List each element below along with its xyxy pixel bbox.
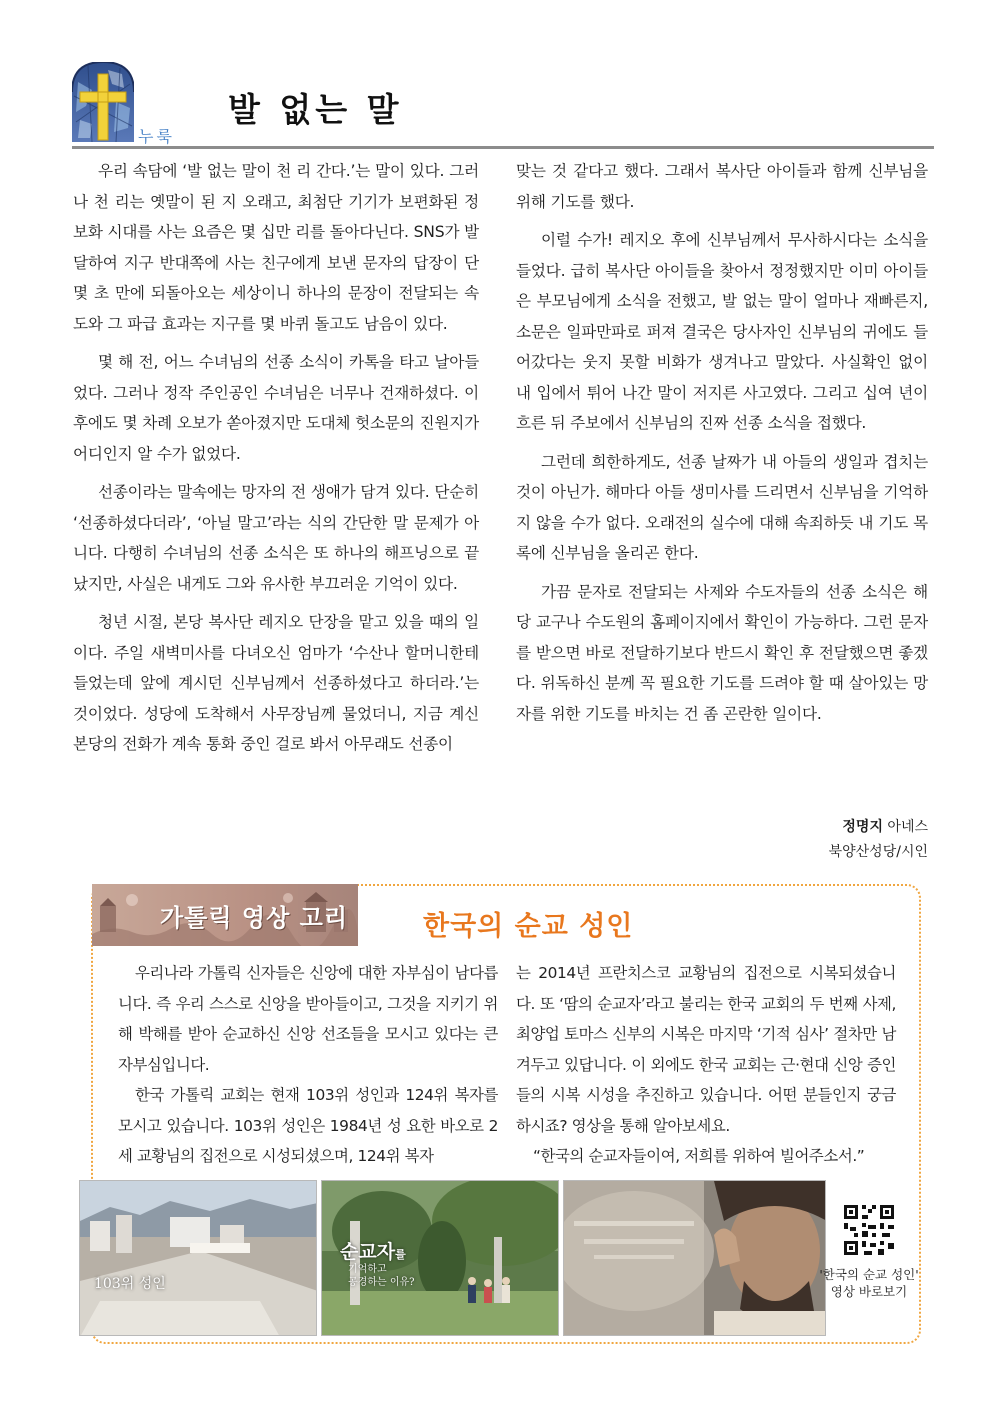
qr-code-icon[interactable] <box>842 1203 896 1257</box>
feature-title: 한국의 순교 성인 <box>423 911 634 942</box>
banner-text: 가톨릭 영상 고리 <box>160 904 348 932</box>
header-divider <box>72 146 934 149</box>
video-series-banner <box>92 884 358 946</box>
article-paragraph: 그런데 희한하게도, 선종 날짜가 내 아들의 생일과 겹치는 것이 아닌가. 해마다 아들 생미사를 드리면서 신부님을 기억하지 않을 수가 없다. 오래전의 실수에 대해 속죄하듯 내 기도 목록에 신부님을 올리곤 한다. <box>516 452 928 562</box>
feature-paragraph-continued: 는 2014년 프란치스코 교황님의 집전으로 시복되셨습니다. 또 ‘땀의 순교자’라고 불리는 한국 교회의 두 번째 사제, 최양업 토마스 신부의 시복은 마지막 ‘기적 심사’ 절차만 남겨두고 있답니다. 이 외에도 한국 교회는 근·현대 신앙 증인들의 시복 시성을 추진하고 있습니다. 어떤 분들인지 궁금하시죠? 영상을 통해 알아보세요. <box>516 964 896 1135</box>
article-paragraph: 청년 시절, 본당 복사단 레지오 단장을 맡고 있을 때의 일이다. 주일 새벽미사를 다녀오신 엄마가 ‘수산나 할머니한테 들었는데 앞에 계시던 신부님께서 선종하셨다고 하더라.’는 것이었다. 성당에 도착해서 사무장님께 물었더니, 지금 계신 본당의 전화가 계속 통화 중인 걸로 봐서 아무래도 선종이 <box>73 613 479 753</box>
article-paragraph: 이럴 수가! 레지오 후에 신부님께서 무사하시다는 소식을 들었다. 급히 복사단 아이들을 찾아서 정정했지만 이미 아이들은 부모님에게 소식을 전했고, 발 없는 말이 얼마나 재빠른지, 소문은 일파만파로 퍼져 결국은 당사자인 신부님의 귀에도 들어갔다는 웃지 못할 비화가 생겨나고 말았다. 사실확인 없이 내 입에서 튀어 나간 말이 저지른 사고였다. 그리고 십여 년이 흐른 뒤 주보에서 신부님의 진짜 선종 소식을 접했다. <box>516 231 928 432</box>
thumb1-caption: 103위 성인 <box>94 1276 166 1292</box>
thumb2-caption-suffix: 를 <box>395 1248 406 1261</box>
article-paragraph: 가끔 문자로 전달되는 사제와 수도자들의 선종 소식은 해당 교구나 수도원의 홈페이지에서 확인이 가능하다. 그런 문자를 받으면 바로 전달하기보다 반드시 확인 후 전달했으면 좋겠다. 위독하신 분께 꼭 필요한 기도를 드려야 할 때 살아있는 망자를 위한 기도를 바치는 건 좀 곤란한 일이다. <box>516 582 928 723</box>
article-paragraph: 몇 해 전, 어느 수녀님의 선종 소식이 카톡을 타고 날아들었다. 그러나 정작 주인공인 수녀님은 너무나 건재하셨다. 이후에도 몇 차례 오보가 쏟아졌지만 도대체 헛소문의 진원지가 어디인지 알 수가 없었다. <box>73 353 479 463</box>
feature-right-column <box>516 958 896 1172</box>
article-left-column <box>73 156 479 768</box>
article-right-column <box>516 156 928 737</box>
page-header <box>72 62 934 152</box>
author-affiliation: 북양산성당/시인 <box>828 844 928 860</box>
article-paragraph: 선종이라는 말속에는 망자의 전 생애가 담겨 있다. 단순히 ‘선종하셨다더라’, ‘아닐 말고’라는 식의 간단한 말 문제가 아니다. 다행히 수녀님의 선종 소식은 또 하나의 해프닝으로 끝났지만, 사실은 내게도 그와 유사한 부끄러운 기억이 있다. <box>73 483 479 593</box>
martyrs-shrine-photo[interactable] <box>321 1180 559 1336</box>
article-paragraph: 우리 속담에 ‘발 없는 말이 천 리 간다.’는 말이 있다. 그러나 천 리는 옛말이 된 지 오래고, 최첨단 기기가 보편화된 정보화 시대를 사는 요즘은 몇 십만 리를 돌아다닌다. SNS가 발달하여 지구 반대쪽에 사는 친구에게 보낸 문자의 답장이 단 몇 초 만에 되돌아오는 세상이니 하나의 문장이 전달되는 속도와 그 파급 효과는 지구를 몇 바퀴 돌고도 남음이 있다. <box>73 162 479 333</box>
thumb2-caption-big: 순교자 <box>340 1241 396 1263</box>
series-label: 누룩 <box>138 127 175 146</box>
article-paragraph-continued: 맞는 것 같다고 했다. 그래서 복사단 아이들과 함께 신부님을 위해 기도를 했다. <box>516 162 928 211</box>
author-byline <box>829 815 928 865</box>
martyr-drama-still[interactable] <box>563 1180 826 1336</box>
qr-caption: '한국의 순교 성인' 영상 바로보기 <box>819 1267 919 1299</box>
feature-quote: “한국의 순교자들이여, 저희를 위하여 빌어주소서.” <box>532 1147 865 1165</box>
feature-paragraph: 우리나라 가톨릭 신자들은 신앙에 대한 자부심이 남다릅니다. 즉 우리 스스로 신앙을 받아들이고, 그것을 지키기 위해 박해를 받아 순교하신 신앙 선조들을 모시고 있다는 큰 자부심입니다. <box>118 964 498 1074</box>
page-title: 발 없는 말 <box>228 90 403 129</box>
thumb2-caption-line2: 공경하는 이유? <box>348 1277 415 1288</box>
thumb2-caption-line1: 기억하고 <box>348 1264 387 1275</box>
author-baptismal-name: 아네스 <box>887 819 928 835</box>
feature-paragraph: 한국 가톨릭 교회는 현재 103위 성인과 124위 복자를 모시고 있습니다. 103위 성인은 1984년 성 요한 바오로 2세 교황님의 집전으로 시성되셨으며, 124위 복자 <box>118 1086 498 1165</box>
canonization-mass-photo[interactable] <box>79 1180 317 1336</box>
feature-left-column <box>118 958 498 1172</box>
stained-glass-cross-icon <box>72 62 134 142</box>
author-name: 정명지 <box>842 819 883 835</box>
